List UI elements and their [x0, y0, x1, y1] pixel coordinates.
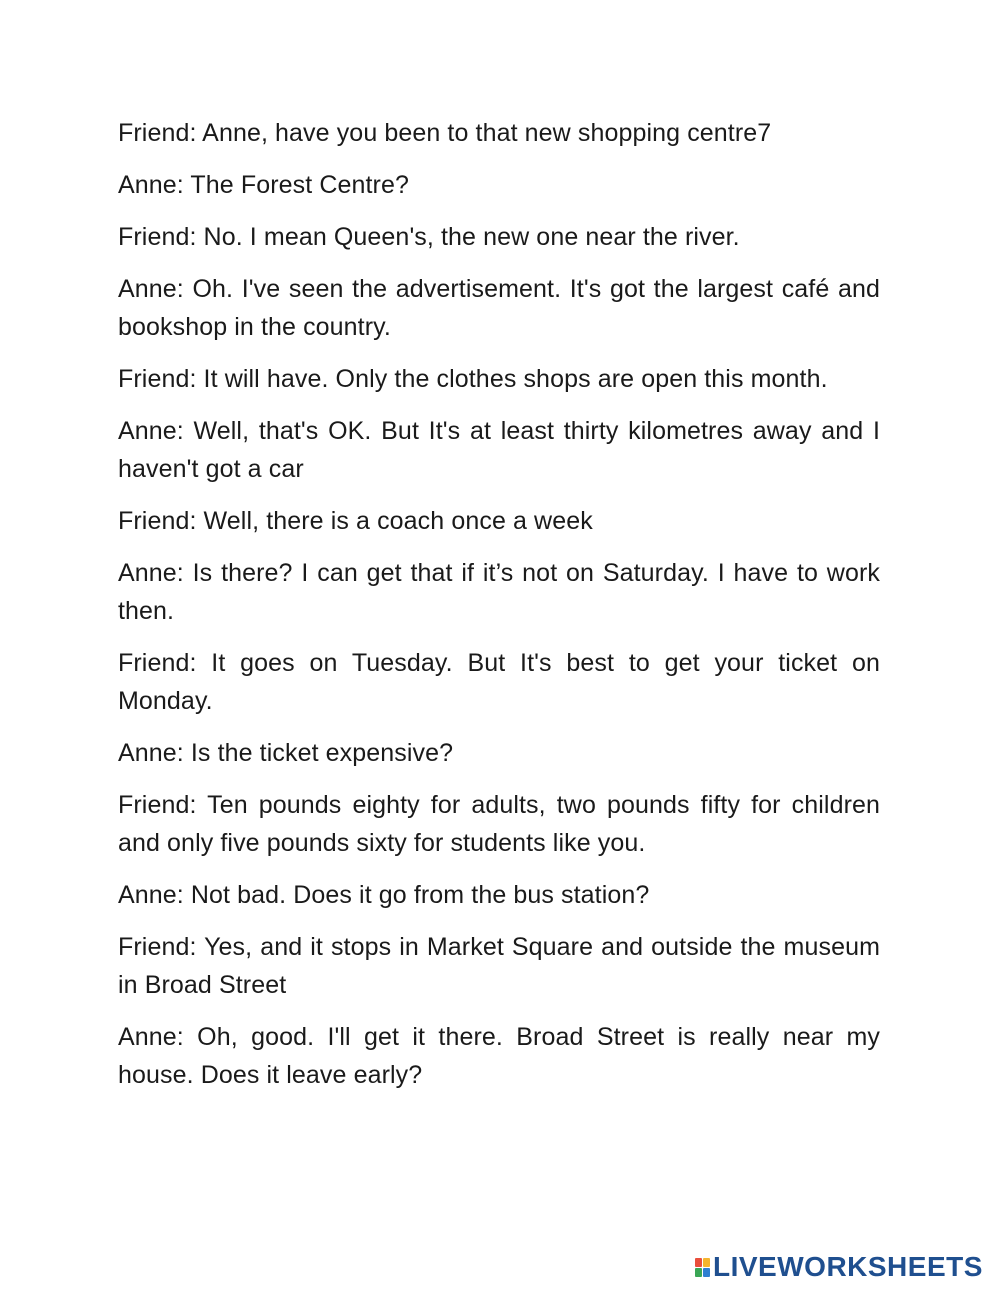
dialogue-line-9: Friend: It goes on Tuesday. But It's best to get your ticket on Monday. — [118, 649, 880, 715]
logo-square-green — [695, 1268, 702, 1277]
logo-square-blue — [703, 1268, 710, 1277]
dialogue-line-1: Friend: Anne, have you been to that new shopping centre7 — [118, 119, 772, 147]
dialogue-line-6: Anne: Well, that's OK. But It's at least thirty kilometres away and I haven't got a car — [118, 417, 880, 483]
dialogue-line-7: Friend: Well, there is a coach once a week — [118, 507, 593, 535]
dialogue-line-10: Anne: Is the ticket expensive? — [118, 739, 454, 767]
dialogue-text — [118, 114, 880, 1108]
logo-square-red — [695, 1258, 702, 1267]
dialogue-line-12: Anne: Not bad. Does it go from the bus station? — [118, 881, 650, 909]
logo-square-yellow — [703, 1258, 710, 1267]
logo-text: LIVEWORKSHEETS — [713, 1251, 983, 1282]
dialogue-line-8: Anne: Is there? I can get that if it’s not on Saturday. I have to work then. — [118, 559, 880, 625]
dialogue-line-3: Friend: No. I mean Queen's, the new one near the river. — [118, 223, 740, 251]
dialogue-line-11: Friend: Ten pounds eighty for adults, two pounds fifty for children and only five pounds sixty for students like you. — [118, 791, 880, 857]
dialogue-line-2: Anne: The Forest Centre? — [118, 171, 409, 199]
liveworksheets-logo[interactable] — [695, 1252, 983, 1282]
dialogue-line-14: Anne: Oh, good. I'll get it there. Broad Street is really near my house. Does it leave early? — [118, 1023, 880, 1089]
logo-mark-icon — [695, 1258, 710, 1277]
dialogue-line-5: Friend: It will have. Only the clothes shops are open this month. — [118, 365, 828, 393]
dialogue-line-13: Friend: Yes, and it stops in Market Square and outside the museum in Broad Street — [118, 933, 880, 999]
dialogue-line-4: Anne: Oh. I've seen the advertisement. It's got the largest café and bookshop in the country. — [118, 275, 880, 341]
